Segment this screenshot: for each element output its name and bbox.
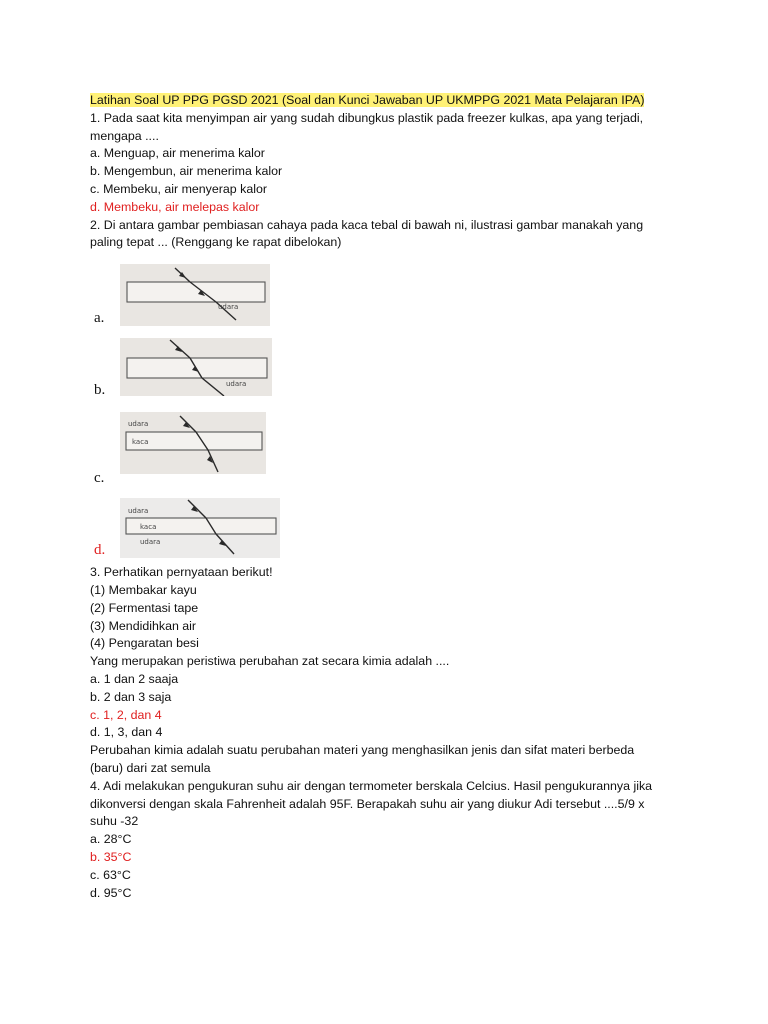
figure-c [90,412,690,486]
q1-option-c: c. Membeku, air menyerap kalor [90,181,267,196]
q3-option-a: a. 1 dan 2 saaja [90,671,179,686]
q4-option-a: a. 28°C [90,832,132,847]
q3-option-b: b. 2 dan 3 saja [90,689,172,704]
figure-b-image [120,338,272,396]
figure-a-image [120,264,270,326]
q3-question: Yang merupakan peristiwa perubahan zat secara kimia adalah .... [90,654,450,669]
figure-b-text-udara: udara [226,380,247,389]
q2-text-line2: paling tepat ... (Renggang ke rapat dibelokan) [90,235,342,250]
figure-a-label: a. [94,310,105,327]
q4-text-line3: suhu -32 [90,814,139,829]
q3-option-c-answer: c. 1, 2, dan 4 [90,707,162,722]
figure-d-text-kaca: kaca [140,523,157,532]
figure-d [90,486,690,564]
document-page [90,92,690,902]
q4-text-line2: dikonversi dengan skala Fahrenheit adalah 95F. Berapakah suhu air yang diukur Adi tersebut ....5/9 x [90,796,645,811]
figure-c-image [120,412,266,474]
figure-d-text-udara-top: udara [128,507,149,516]
q4-option-c: c. 63°C [90,867,131,882]
q4-option-b-answer: b. 35°C [90,849,132,864]
figure-c-text-udara: udara [128,420,149,429]
figure-b-label: b. [94,382,106,399]
q3-text: 3. Perhatikan pernyataan berikut! [90,565,273,580]
figure-a-text-udara: udara [218,303,239,312]
q3-option-d: d. 1, 3, dan 4 [90,725,163,740]
q3-item-2: (2) Fermentasi tape [90,600,199,615]
figure-c-label: c. [94,470,105,487]
q3-item-3: (3) Mendidihkan air [90,618,197,633]
figure-d-image [120,498,280,558]
q4-text-line1: 4. Adi melakukan pengukuran suhu air dengan termometer berskala Celcius. Hasil pengukurannya jika [90,778,653,793]
figure-b [90,338,690,412]
figure-d-text-udara-bottom: udara [140,538,161,547]
q1-text-line2: mengapa .... [90,128,159,143]
q1-option-a: a. Menguap, air menerima kalor [90,146,265,161]
q3-item-4: (4) Pengaratan besi [90,636,199,651]
q3-item-1: (1) Membakar kayu [90,582,197,597]
q2-text-line1: 2. Di antara gambar pembiasan cahaya pada kaca tebal di bawah ni, ilustrasi gambar manakah yang [90,217,644,232]
q1-option-b: b. Mengembun, air menerima kalor [90,164,283,179]
q3-explanation-line1: Perubahan kimia adalah suatu perubahan materi yang menghasilkan jenis dan sifat materi berbeda [90,743,635,758]
q3-explanation-line2: (baru) dari zat semula [90,760,211,775]
figure-a [90,264,690,338]
q1-text-line1: 1. Pada saat kita menyimpan air yang sudah dibungkus plastik pada freezer kulkas, apa yang terjadi, [90,110,644,125]
figure-c-text-kaca: kaca [132,438,149,447]
document-title: Latihan Soal UP PPG PGSD 2021 (Soal dan Kunci Jawaban UP UKMPPG 2021 Mata Pelajaran IPA) [90,93,645,107]
q4-option-d: d. 95°C [90,885,132,900]
q1-option-d-answer: d. Membeku, air melepas kalor [90,199,260,214]
figure-d-label-answer: d. [94,542,106,559]
